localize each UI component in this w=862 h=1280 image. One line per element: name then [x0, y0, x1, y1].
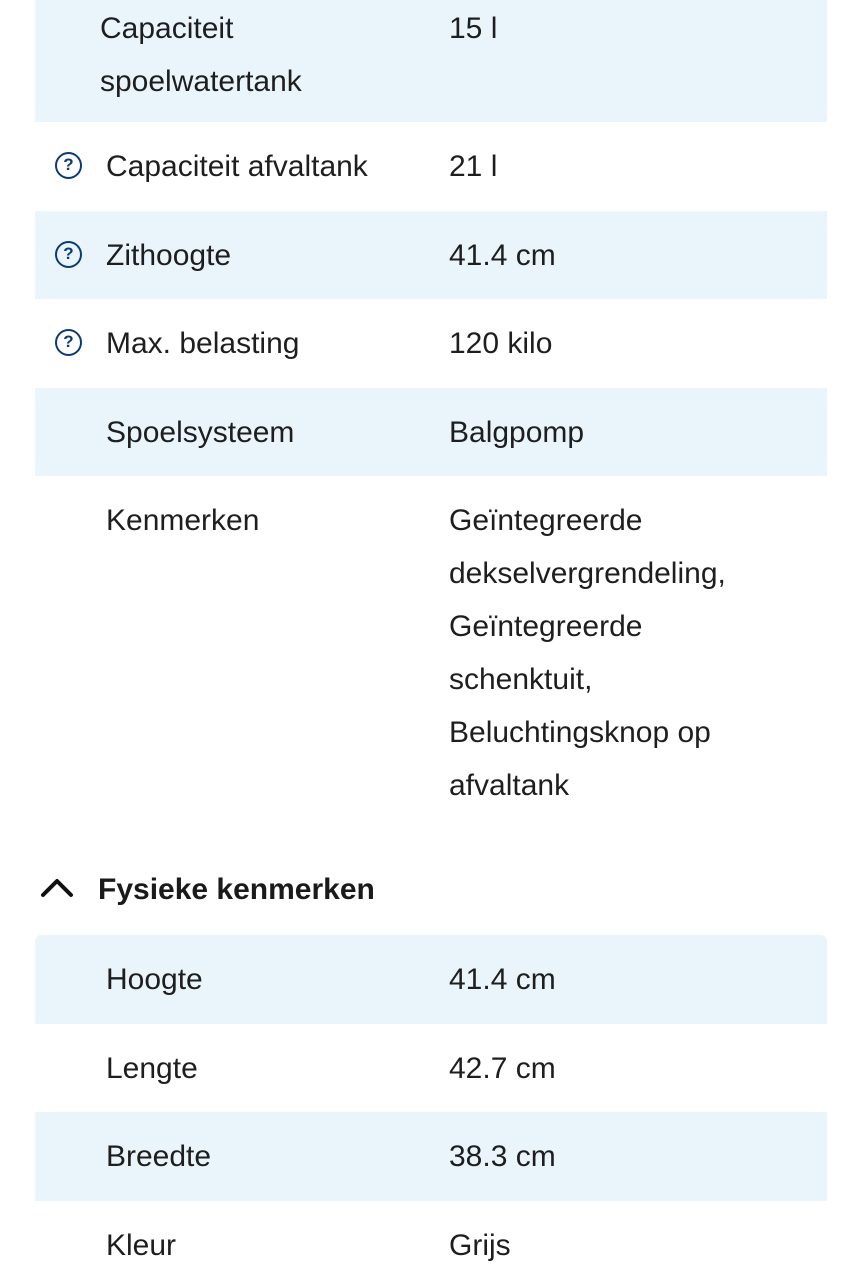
spec-row-breedte — [35, 1112, 827, 1201]
section-toggle-fysieke-kenmerken[interactable] — [40, 862, 740, 918]
spec-row-hoogte — [35, 935, 827, 1024]
spec-row-lengte — [35, 1024, 827, 1112]
spec-row-zithoogte — [35, 211, 827, 299]
spec-value: 120 kilo — [449, 327, 553, 360]
spec-label: Capaciteit afvaltank — [106, 150, 368, 183]
question-circle-icon[interactable]: ? — [55, 241, 82, 268]
spec-value: 21 l — [449, 150, 498, 183]
spec-label: Kenmerken — [106, 504, 260, 537]
spec-row-capaciteit-spoelwatertank — [35, 0, 827, 122]
section-title: Fysieke kenmerken — [98, 873, 375, 906]
spec-label: Max. belasting — [106, 327, 300, 360]
spec-row-spoelsysteem — [35, 388, 827, 476]
spec-value: 41.4 cm — [449, 239, 556, 272]
spec-row-capaciteit-afvaltank — [35, 122, 827, 211]
physical-spec-table — [35, 935, 827, 1280]
spec-row-kleur — [35, 1201, 827, 1280]
spec-value: Grijs — [449, 1229, 511, 1262]
spec-label: Hoogte — [106, 963, 203, 996]
spec-label: Spoelsysteem — [106, 416, 295, 449]
spec-label: Breedte — [106, 1140, 212, 1173]
spec-value: 15 l — [449, 12, 498, 45]
spec-row-max-belasting — [35, 299, 827, 388]
spec-label: Lengte — [106, 1052, 198, 1085]
chevron-up-icon — [40, 876, 74, 898]
question-circle-icon[interactable]: ? — [55, 329, 82, 356]
spec-label: Zithoogte — [106, 239, 232, 272]
spec-value: 42.7 cm — [449, 1052, 556, 1085]
spec-value: Balgpomp — [449, 416, 585, 449]
spec-table — [35, 0, 827, 831]
spec-value: Geïntegreerde dekselvergrendeling, Geïntegreerde schenktuit, Beluchtingsknop op afvaltank — [449, 504, 726, 802]
spec-row-kenmerken — [35, 476, 827, 831]
spec-value: 41.4 cm — [449, 963, 556, 996]
spec-label: Capaciteit spoelwatertank — [100, 12, 302, 98]
spec-value: 38.3 cm — [449, 1140, 556, 1173]
spec-label: Kleur — [106, 1229, 177, 1262]
question-circle-icon[interactable]: ? — [55, 152, 82, 179]
